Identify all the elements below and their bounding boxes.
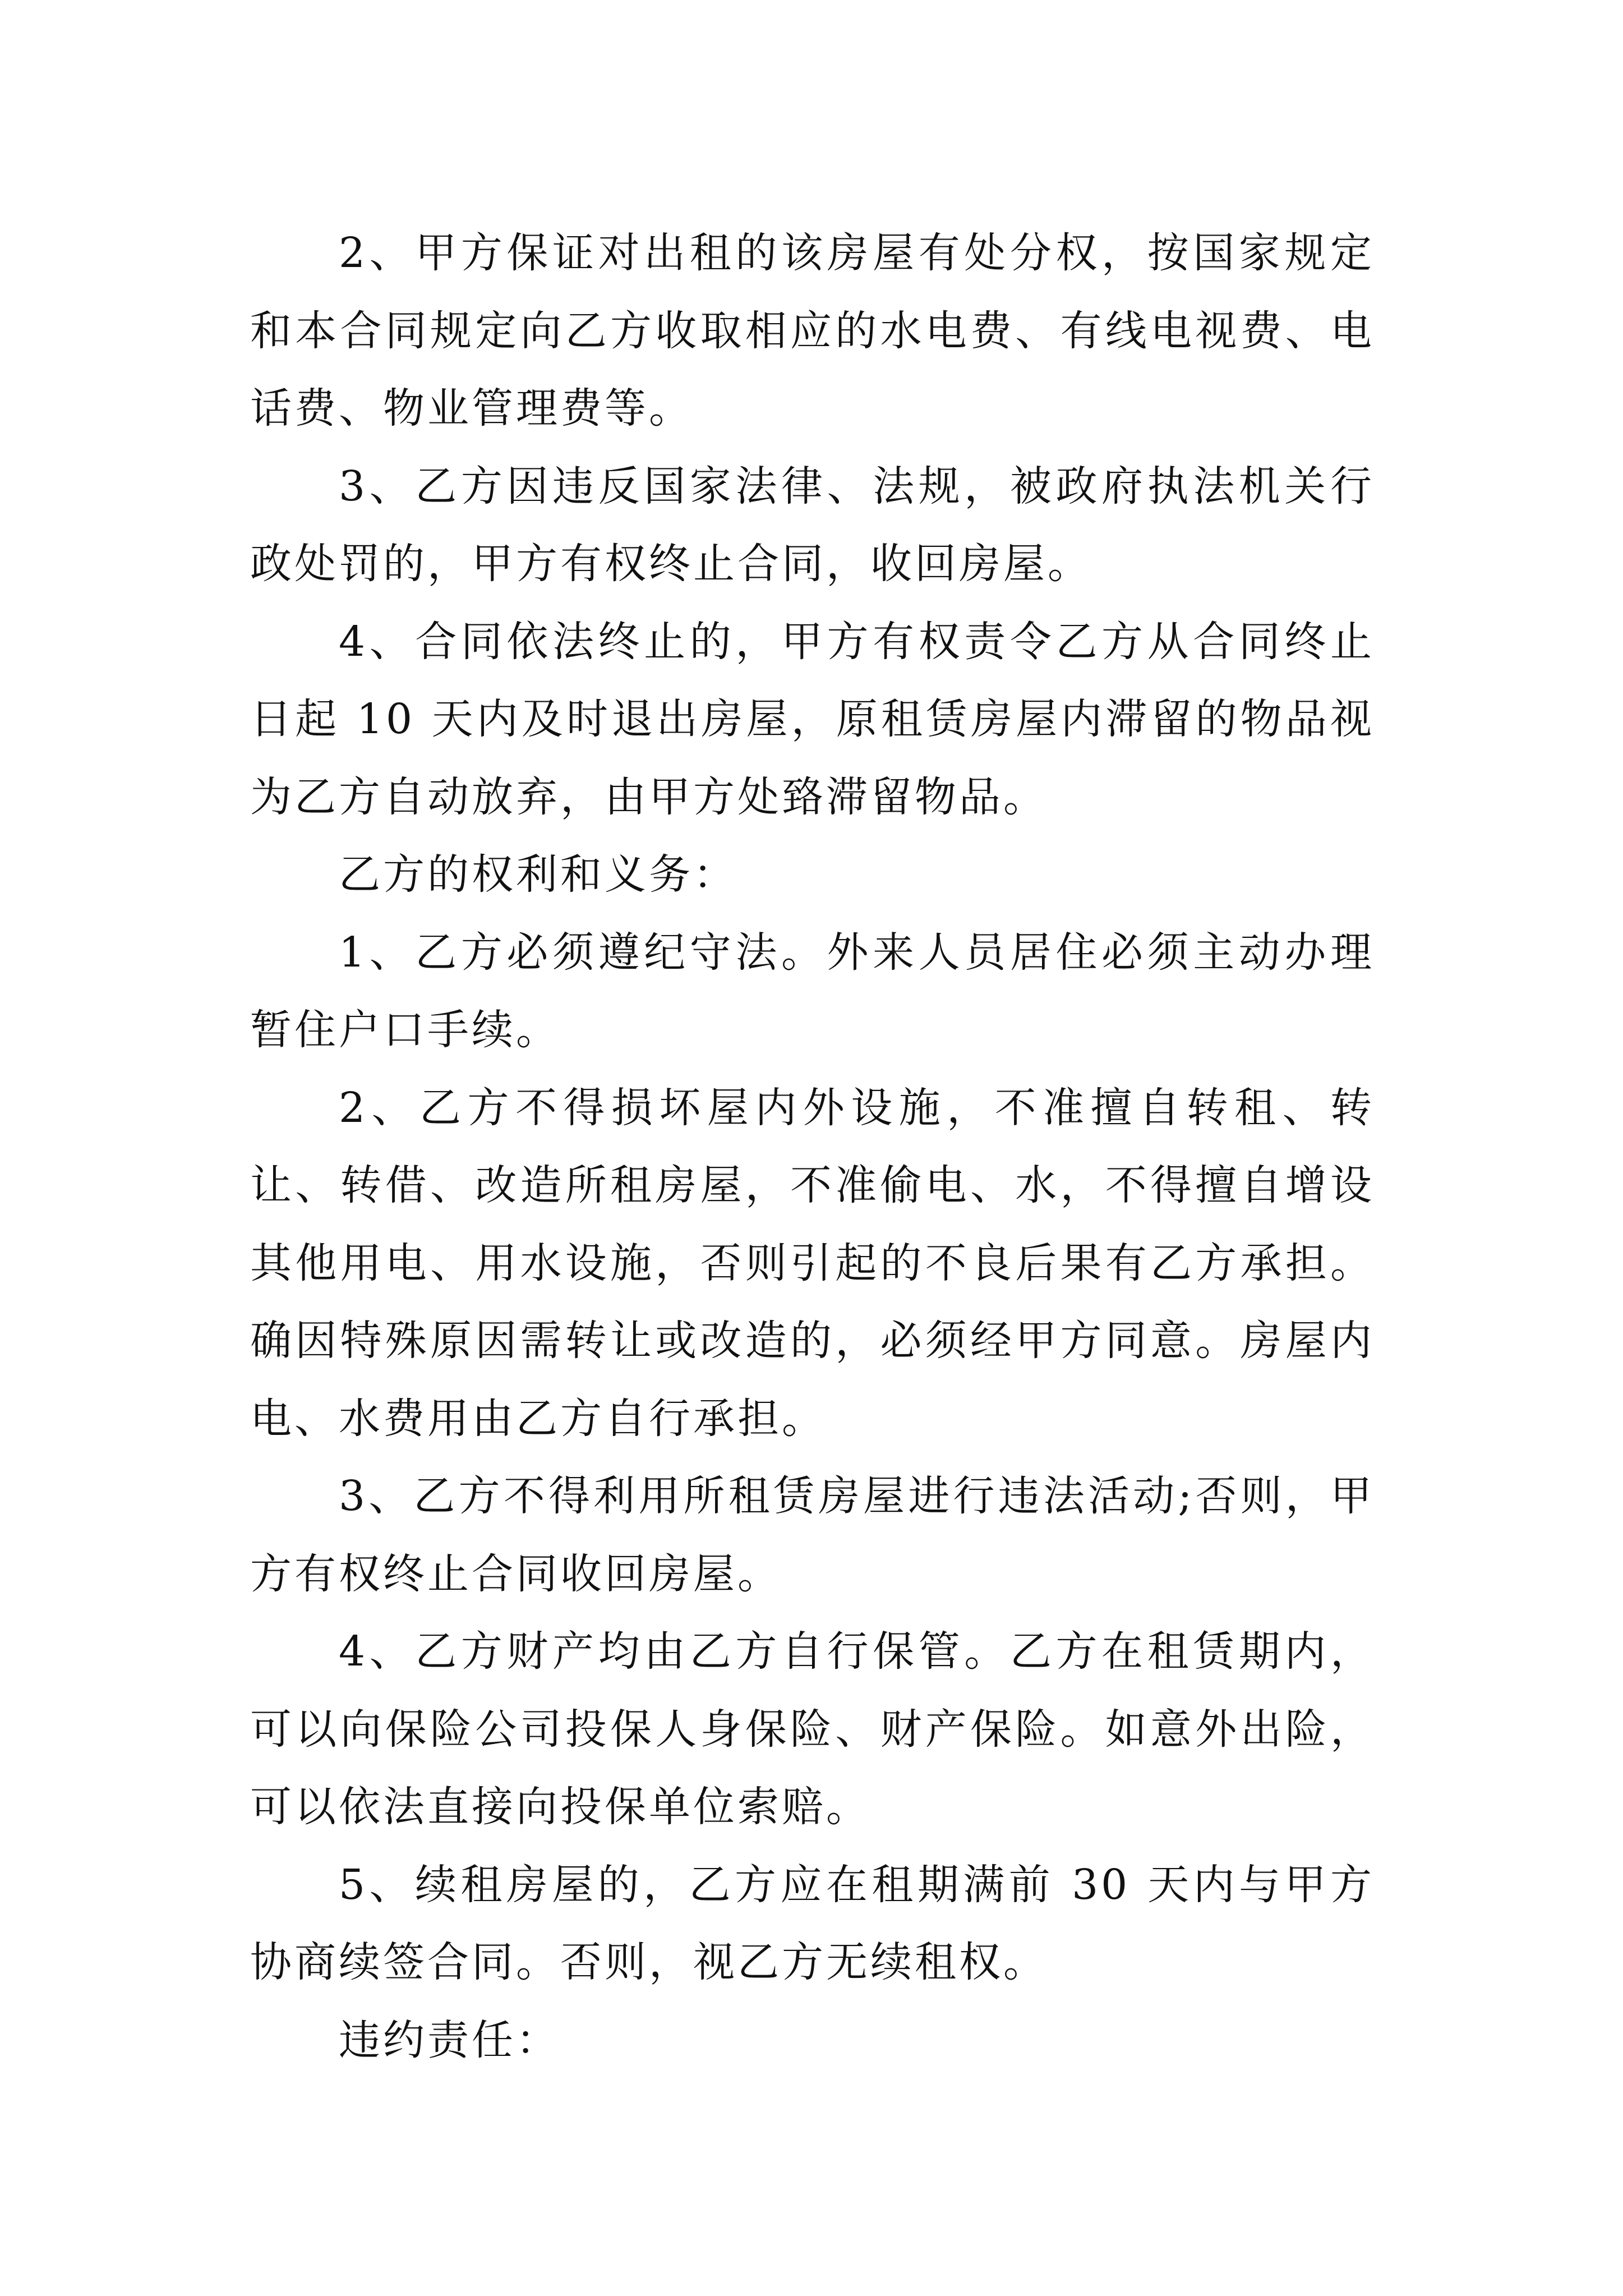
paragraph-landlord-right-4: 4、合同依法终止的，甲方有权责令乙方从合同终止日起 10 天内及时退出房屋，原租赁房屋内滞留的物品视为乙方自动放弃，由甲方处臵滞留物品。 [250,617,1375,821]
paragraph-tenant-duty-2: 2、乙方不得损坏屋内外设施，不准擅自转租、转让、转借、改造所租房屋，不准偷电、水，不得擅自增设其他用电、用水设施，否则引起的不良后果有乙方承担。确因特殊原因需转让或改造的，必须经甲方同意。房屋内电、水费用由乙方自行承担。 [250,1083,1375,1443]
paragraph-tenant-duty-5: 5、续租房屋的，乙方应在租期满前 30 天内与甲方协商续签合同。否则，视乙方无续租权。 [250,1860,1375,1986]
section-heading-breach-liability: 违约责任： [339,2016,560,2064]
paragraph-tenant-duty-1: 1、乙方必须遵纪守法。外来人员居住必须主动办理暂住户口手续。 [250,928,1375,1054]
paragraph-landlord-right-2: 2、甲方保证对出租的该房屋有处分权，按国家规定和本合同规定向乙方收取相应的水电费、有线电视费、电话费、物业管理费等。 [250,229,1375,432]
paragraph-landlord-right-3: 3、乙方因违反国家法律、法规，被政府执法机关行政处罚的，甲方有权终止合同，收回房屋。 [250,462,1375,588]
document-body [250,214,1375,2079]
paragraph-tenant-duty-4: 4、乙方财产均由乙方自行保管。乙方在租赁期内，可以向保险公司投保人身保险、财产保险。如意外出险，可以依法直接向投保单位索赔。 [250,1627,1375,1831]
section-heading-tenant-rights: 乙方的权利和义务： [339,850,737,899]
paragraph-tenant-duty-3: 3、乙方不得利用所租赁房屋进行违法活动;否则，甲方有权终止合同收回房屋。 [250,1472,1375,1598]
